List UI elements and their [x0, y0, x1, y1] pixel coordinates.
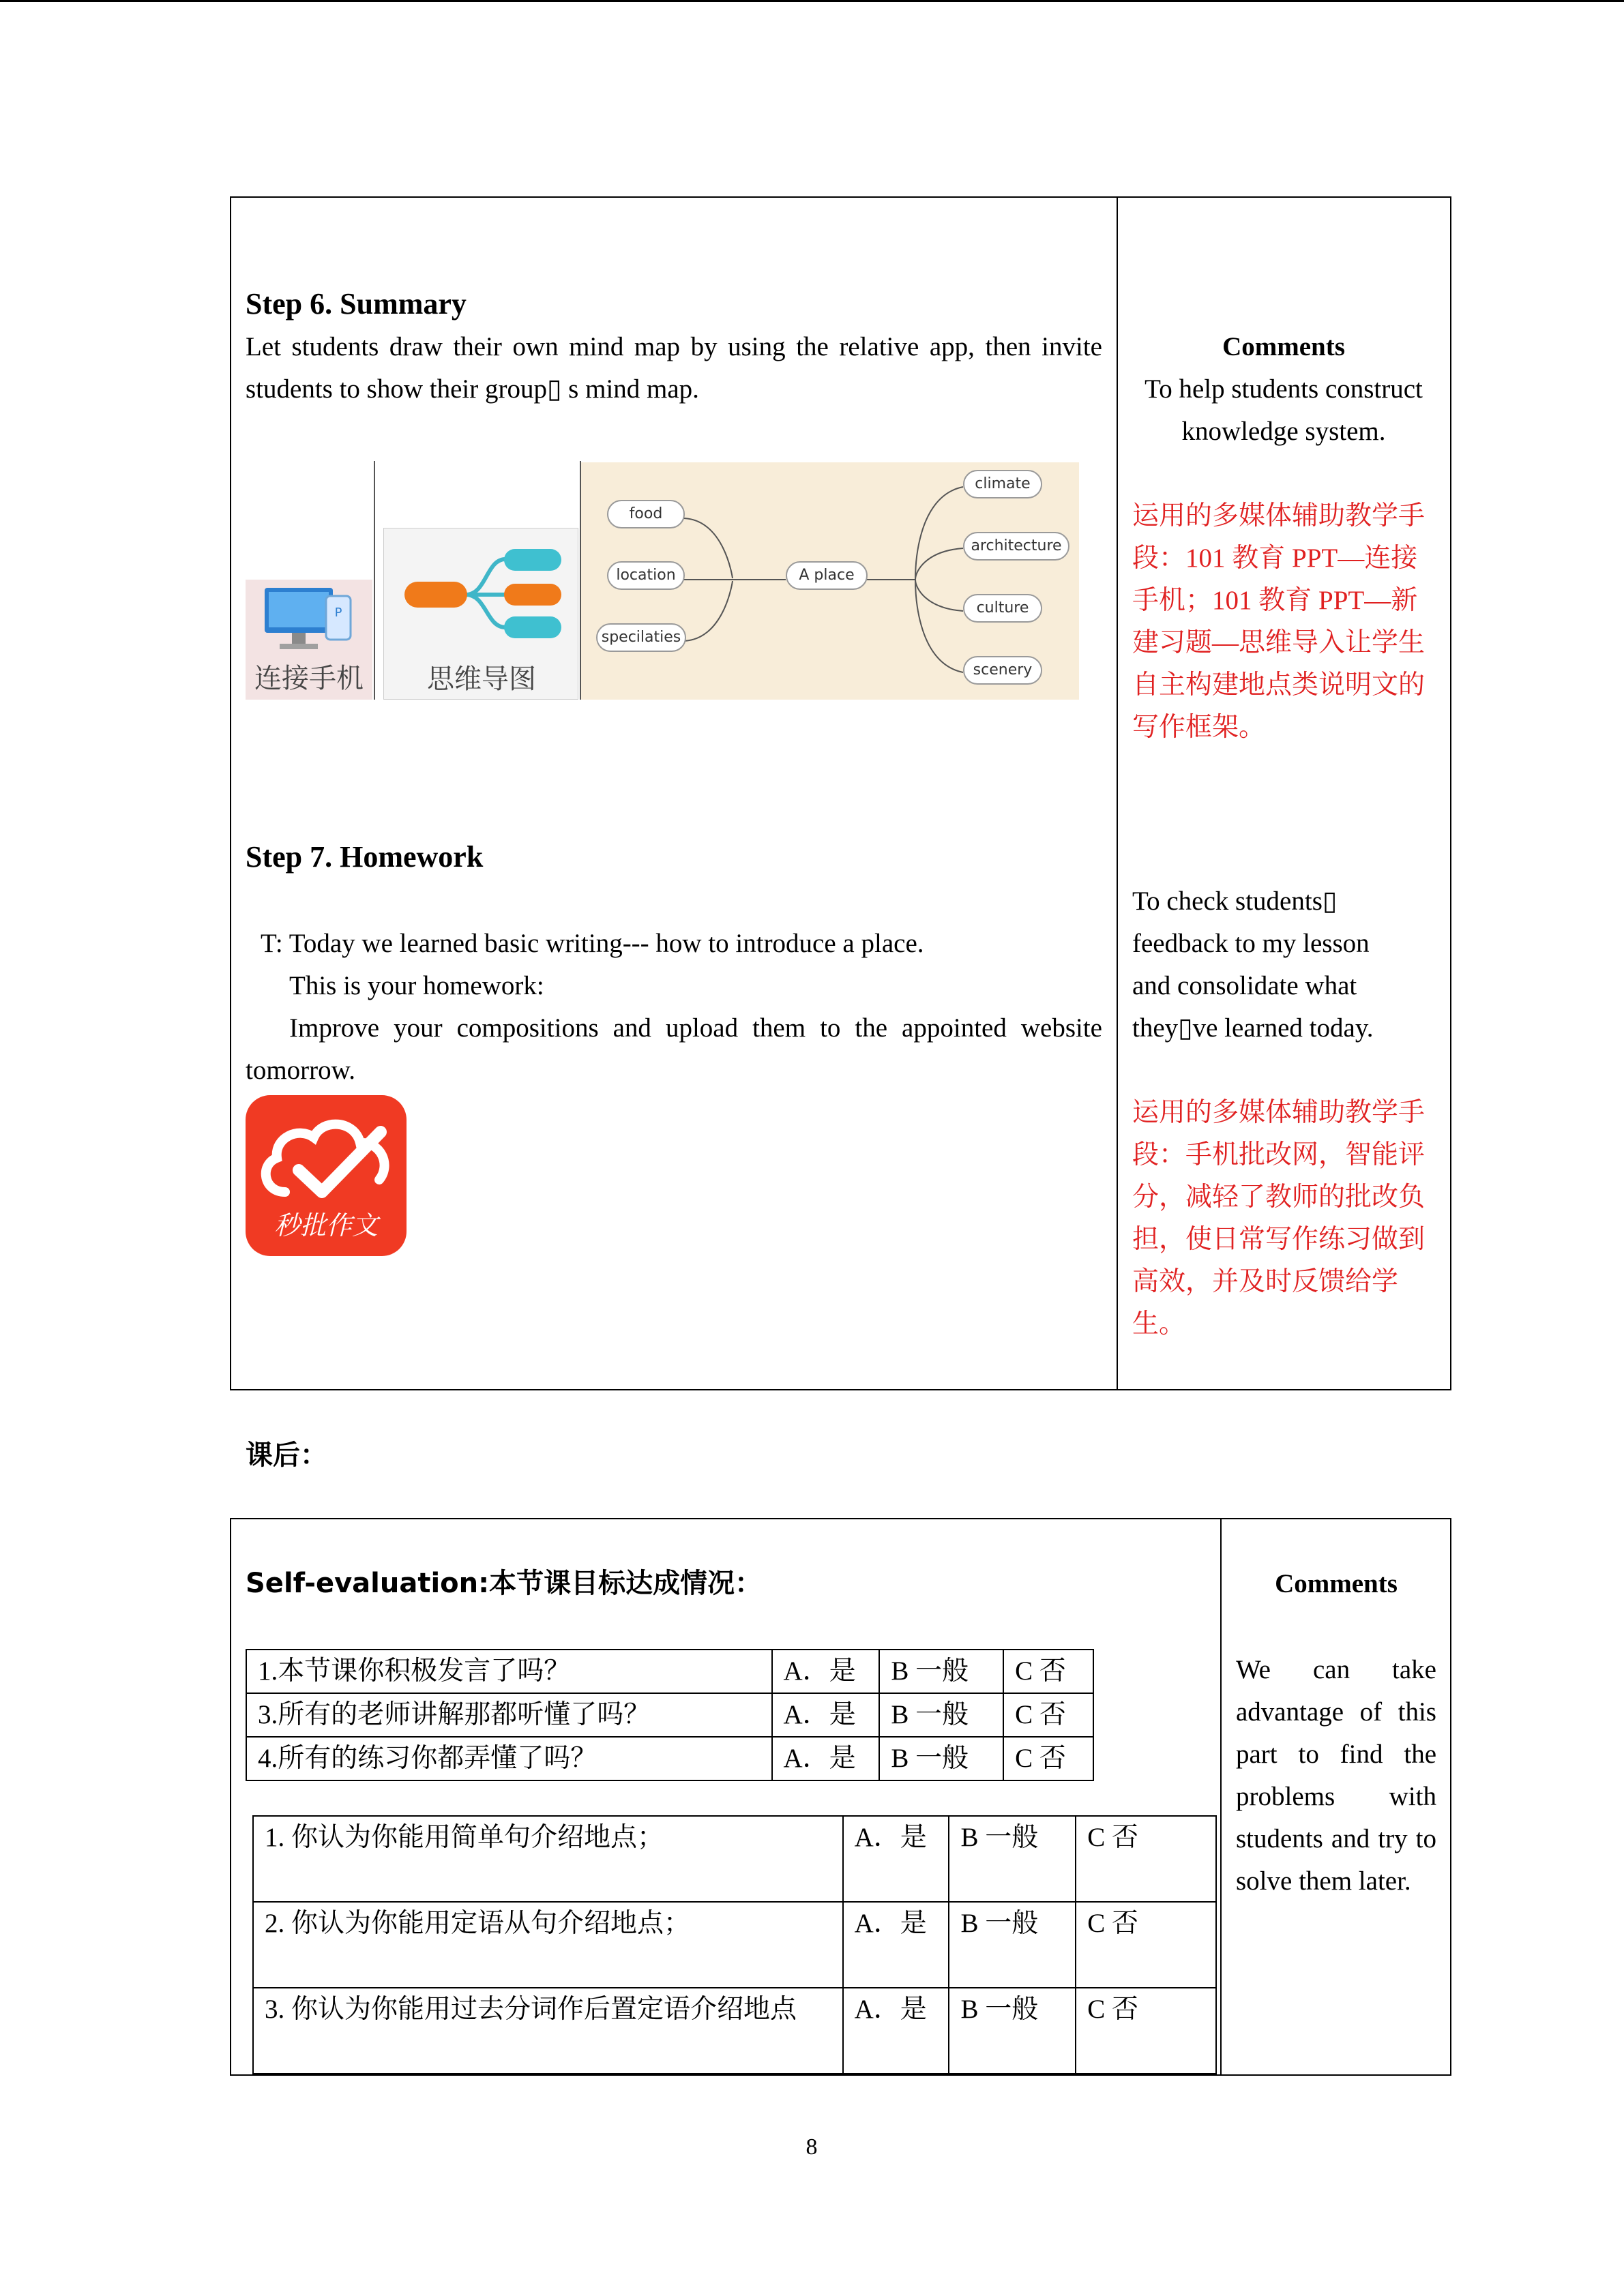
- option-a-cell: A．是: [772, 1650, 880, 1693]
- self-eval-title-en: Self-evaluation:: [246, 1568, 490, 1599]
- option-a-cell: A．是: [843, 1902, 949, 1988]
- comments1-title: Comments: [1222, 332, 1345, 361]
- option-b-cell: B 一般: [879, 1650, 1003, 1693]
- comments2-body: To check students▯ feedback to my lesson and consolidate what they▯ve learned today.: [1132, 886, 1374, 1043]
- comments1-red-text: 运用的多媒体辅助教学手段：101 教育 PPT—连接手机；101 教育 PPT—新建习题—思维导入让学生自主构建地点类说明文的写作框架。: [1132, 501, 1426, 742]
- option-b-cell: B 一般: [949, 1816, 1076, 1902]
- cloud-check-icon: [246, 1102, 407, 1211]
- option-b-cell: B 一般: [879, 1737, 1003, 1780]
- self-eval-divider: [1220, 1518, 1222, 2076]
- option-c-cell: C 否: [1003, 1693, 1093, 1737]
- option-b-cell: B 一般: [879, 1693, 1003, 1737]
- mindmap-icon: [384, 528, 579, 658]
- question-cell: 3.所有的老师讲解那都听懂了吗？: [246, 1693, 772, 1737]
- question-cell: 2. 你认为你能用定语从句介绍地点；: [253, 1902, 843, 1988]
- self-eval-title: [246, 1563, 762, 1604]
- mindmap-node-architecture: architecture: [963, 532, 1069, 561]
- mindmap-node-climate: climate: [963, 470, 1042, 498]
- mindmap-diagram: [581, 462, 1079, 700]
- mindmap-label: 思维导图: [427, 664, 536, 695]
- step6-title: Step 6. Summary: [246, 287, 467, 320]
- mindmap-node-food: food: [607, 500, 685, 528]
- question-cell: 1. 你认为你能用简单句介绍地点；: [253, 1816, 843, 1902]
- option-a-cell: A．是: [772, 1693, 880, 1737]
- table-row: [246, 1693, 1093, 1737]
- question-cell: 3. 你认为你能用过去分词作后置定语介绍地点: [253, 1988, 843, 2074]
- option-a-cell: A．是: [843, 1988, 949, 2074]
- mindmap-node-location: location: [607, 561, 685, 590]
- monitor-icon: [246, 582, 372, 664]
- comments3-title: Comments: [1275, 1569, 1398, 1598]
- option-c-cell: C 否: [1003, 1650, 1093, 1693]
- comments2-red-text: 运用的多媒体辅助教学手段：手机批改网，智能评分，减轻了教师的批改负担，使日常写作练习做到高效，并及时反馈给学生。: [1132, 1098, 1426, 1339]
- option-c-cell: C 否: [1076, 1816, 1216, 1902]
- mindmap-node-center: A place: [786, 561, 868, 590]
- option-c-cell: C 否: [1003, 1737, 1093, 1780]
- step7-line2: This is your homework:: [289, 971, 544, 1000]
- table-row: [253, 1816, 1216, 1902]
- option-a-cell: A．是: [772, 1737, 880, 1780]
- after-class-label: 课后：: [246, 1440, 327, 1470]
- image-divider-1: [374, 461, 375, 700]
- option-b-cell: B 一般: [949, 1902, 1076, 1988]
- connect-phone-image: [246, 580, 372, 700]
- question-cell: 1.本节课你积极发言了吗？: [246, 1650, 772, 1693]
- svg-text:P: P: [334, 606, 342, 620]
- connect-phone-label: 连接手机: [254, 663, 364, 694]
- step6-body: Let students draw their own mind map by using the relative app, then invite students to show their group▯ s mind map.: [246, 332, 1102, 404]
- option-b-cell: B 一般: [949, 1988, 1076, 2074]
- step7-line3: Improve your compositions and upload them to the appointed website tomorrow.: [246, 1013, 1102, 1085]
- mindmap-thumbnail: [383, 528, 578, 700]
- lesson-table-divider: [1117, 196, 1118, 1390]
- table-row: [253, 1988, 1216, 2074]
- page-top-border: [0, 0, 1624, 2]
- mindmap-node-specilaties: specilaties: [596, 623, 686, 652]
- mindmap-node-culture: culture: [963, 594, 1042, 623]
- self-eval-table-2: [252, 1815, 1217, 2074]
- option-c-cell: C 否: [1076, 1988, 1216, 2074]
- comments3-body: We can take advantage of this part to find the problems with students and try to solve them later.: [1236, 1655, 1436, 1896]
- question-cell: 4.所有的练习你都弄懂了吗？: [246, 1737, 772, 1780]
- table-row: [246, 1737, 1093, 1780]
- step7-title: Step 7. Homework: [246, 840, 484, 874]
- page-number: 8: [806, 2134, 818, 2160]
- step7-line1: T: Today we learned basic writing--- how to introduce a place.: [261, 929, 924, 958]
- table-row: [253, 1902, 1216, 1988]
- comments1-body: To help students construct knowledge system.: [1145, 374, 1423, 446]
- app-logo-text: 秒批作文: [274, 1210, 378, 1240]
- self-eval-title-zh: 本节课目标达成情况：: [489, 1568, 763, 1598]
- app-logo: [246, 1095, 407, 1256]
- self-eval-table-1: [246, 1649, 1094, 1781]
- option-a-cell: A．是: [843, 1816, 949, 1902]
- table-row: [246, 1650, 1093, 1693]
- mindmap-node-scenery: scenery: [963, 656, 1042, 685]
- option-c-cell: C 否: [1076, 1902, 1216, 1988]
